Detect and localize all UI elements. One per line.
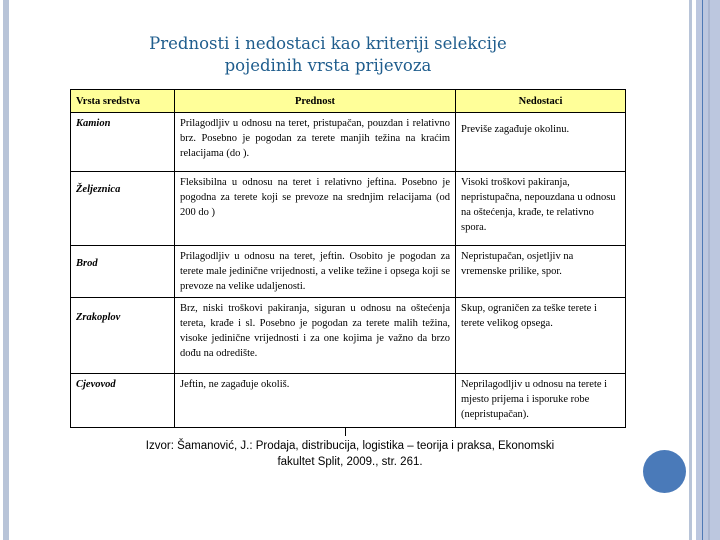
right-decorative-stripe-inner (708, 0, 710, 540)
nedostaci-cell: Neprilagodljiv u odnosu na terete i mjesto prijema i isporuke robe (nepristupačan). (456, 374, 626, 428)
transport-comparison-table (70, 89, 626, 428)
table-row (71, 113, 626, 172)
source-line2: fakultet Split, 2009., str. 261. (277, 456, 423, 468)
mode-cell: Zrakoplov (71, 298, 175, 374)
header-nedostaci: Nedostaci (456, 90, 626, 113)
right-decorative-line (702, 0, 703, 540)
source-citation (120, 438, 580, 470)
source-line1: Izvor: Šamanović, J.: Prodaja, distribucija, logistika – teorija i praksa, Ekonomski (145, 440, 555, 452)
table-row (71, 172, 626, 246)
nedostaci-cell: Previše zagađuje okolinu. (456, 113, 626, 172)
nedostaci-cell: Skup, ograničen za teške terete i terete velikog opsega. (456, 298, 626, 374)
prednost-cell: Jeftin, ne zagađuje okoliš. (175, 374, 456, 428)
table-row (71, 246, 626, 298)
mode-cell: Brod (71, 246, 175, 298)
prednost-cell: Prilagodljiv u odnosu na teret, pristupačan, pouzdan i relativno brz. Posebno je pogodan za terete manjih težina na kraćim relacijama (do ). (175, 113, 456, 172)
decorative-circle-icon (643, 450, 686, 493)
slide-title (100, 33, 556, 77)
right-decorative-stripe (689, 0, 692, 540)
table-row (71, 374, 626, 428)
header-prednost: Prednost (175, 90, 456, 113)
mode-cell: Željeznica (71, 172, 175, 246)
nedostaci-cell: Visoki troškovi pakiranja, nepristupačna, nepouzdana u odnosu na oštećenja, krađe, te relativno spora. (456, 172, 626, 246)
table-anchor-tick (345, 427, 346, 436)
slide-title-line2: pojedinih vrsta prijevoza (224, 56, 432, 75)
prednost-cell: Brz, niski troškovi pakiranja, siguran u odnosu na oštećenja tereta, krađe i sl. Posebno je pogodan za terete malih težina, visoke jedinične vrijednosti i za one kojima je važno da brzo dođu na odredište. (175, 298, 456, 374)
prednost-cell: Prilagodljiv u odnosu na teret, jeftin. Osobito je pogodan za terete male jedinične vrijednosti, a velike težine i opsega koji se prevoze na velike udaljenosti. (175, 246, 456, 298)
mode-cell: Cjevovod (71, 374, 175, 428)
table-header-row (71, 90, 626, 113)
table-row (71, 298, 626, 374)
slide-title-line1: Prednosti i nedostaci kao kriteriji selekcije (149, 34, 507, 53)
left-decorative-bar (3, 0, 9, 540)
prednost-cell: Fleksibilna u odnosu na teret i relativno jeftina. Posebno je pogodna za terete koji se prevoze na srednjim relacijama (od 200 do ) (175, 172, 456, 246)
mode-cell: Kamion (71, 113, 175, 172)
header-vrsta-sredstva: Vrsta sredstva (71, 90, 175, 113)
nedostaci-cell: Nepristupačan, osjetljiv na vremenske prilike, spor. (456, 246, 626, 298)
